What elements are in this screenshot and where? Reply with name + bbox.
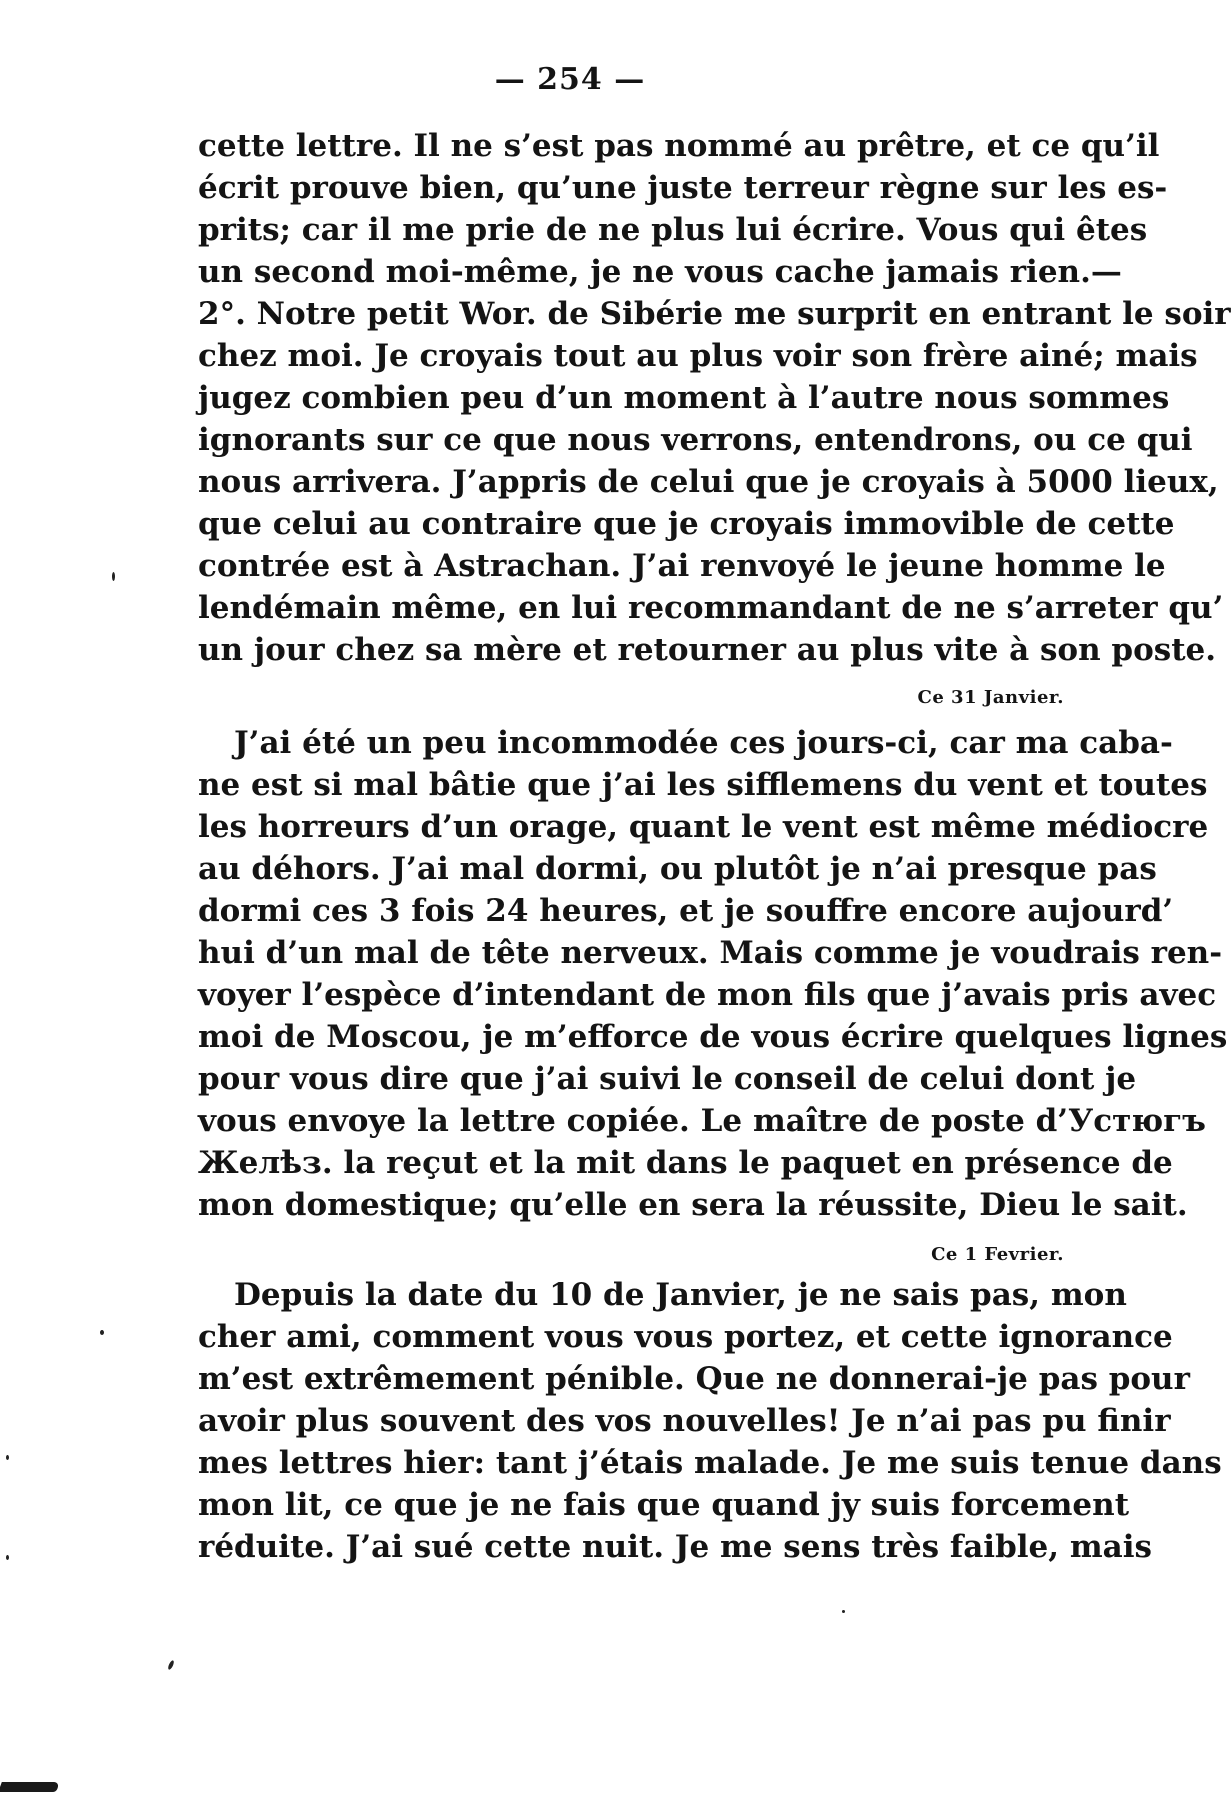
text-line: nous arrivera. J’appris de celui que je croyais à 5000 lieux, — [198, 464, 1219, 500]
scan-smudge — [0, 1782, 60, 1792]
text-line: jugez combien peu d’un moment à l’autre nous sommes — [198, 380, 1170, 416]
paragraph-1-february — [198, 1274, 1222, 1568]
text-line: les horreurs d’un orage, quant le vent est même médiocre — [198, 809, 1209, 845]
text-line: cette lettre. Il ne s’est pas nommé au prêtre, et ce qu’il — [198, 128, 1160, 164]
scan-speck — [842, 1610, 845, 1613]
text-line: mon lit, ce que je ne fais que quand jy suis forcement — [198, 1487, 1130, 1523]
page-number: — 254 — — [494, 62, 646, 97]
text-line: hui d’un mal de tête nerveux. Mais comme je voudrais ren- — [198, 935, 1223, 971]
text-line: un second moi-même, je ne vous cache jamais rien.— — [198, 254, 1122, 290]
dateline-31-january: Ce 31 Janvier. — [917, 687, 1064, 708]
paragraph-letter-continuation — [198, 125, 1231, 671]
dateline-1-february: Ce 1 Fevrier. — [931, 1244, 1064, 1265]
text-line: ignorants sur ce que nous verrons, entendrons, ou ce qui — [198, 422, 1193, 458]
text-line: m’est extrêmement pénible. Que ne donnerai-je pas pour — [198, 1361, 1190, 1397]
paragraph-31-january — [198, 722, 1228, 1226]
text-line: contrée est à Astrachan. J’ai renvoyé le jeune homme le — [198, 548, 1166, 584]
text-line: J’ai été un peu incommodée ces jours-ci, car ma caba- — [234, 725, 1173, 761]
text-line: réduite. J’ai sué cette nuit. Je me sens très faible, mais — [198, 1529, 1152, 1565]
text-line: dormi ces 3 fois 24 heures, et je souffre encore aujourd’ — [198, 893, 1174, 929]
text-line: lendémain même, en lui recommandant de ne s’arreter qu’ — [198, 590, 1224, 626]
text-line: chez moi. Je croyais tout au plus voir son frère ainé; mais — [198, 338, 1198, 374]
scan-speck — [100, 1330, 104, 1335]
text-line: mes lettres hier: tant j’étais malade. Je me suis tenue dans — [198, 1445, 1222, 1481]
text-line: que celui au contraire que je croyais immovible de cette — [198, 506, 1175, 542]
text-line: Желѣз. la reçut et la mit dans le paquet en présence de — [198, 1145, 1173, 1181]
text-line: pour vous dire que j’ai suivi le conseil de celui dont je — [198, 1061, 1137, 1097]
text-line: ne est si mal bâtie que j’ai les sifflemens du vent et toutes — [198, 767, 1208, 803]
scan-speck — [167, 1660, 175, 1671]
text-line: prits; car il me prie de ne plus lui écrire. Vous qui êtes — [198, 212, 1148, 248]
scan-speck — [112, 572, 115, 581]
text-line: moi de Moscou, je m’efforce de vous écrire quelques lignes — [198, 1019, 1228, 1055]
text-line: vous envoye la lettre copiée. Le maître de poste d’Устюгъ — [198, 1103, 1206, 1139]
text-line: voyer l’espèce d’intendant de mon fils que j’avais pris avec — [198, 977, 1217, 1013]
text-line: mon domestique; qu’elle en sera la réussite, Dieu le sait. — [198, 1187, 1188, 1223]
scan-speck — [6, 1455, 9, 1460]
scan-speck — [6, 1555, 9, 1560]
text-line: cher ami, comment vous vous portez, et cette ignorance — [198, 1319, 1173, 1355]
text-line: un jour chez sa mère et retourner au plus vite à son poste. — [198, 632, 1217, 668]
text-line: avoir plus souvent des vos nouvelles! Je n’ai pas pu finir — [198, 1403, 1171, 1439]
text-line: au déhors. J’ai mal dormi, ou plutôt je n’ai presque pas — [198, 851, 1157, 887]
text-line: écrit prouve bien, qu’une juste terreur règne sur les es- — [198, 170, 1168, 206]
text-line: 2°. Notre petit Wor. de Sibérie me surprit en entrant le soir — [198, 296, 1231, 332]
text-line: Depuis la date du 10 de Janvier, je ne sais pas, mon — [234, 1277, 1127, 1313]
